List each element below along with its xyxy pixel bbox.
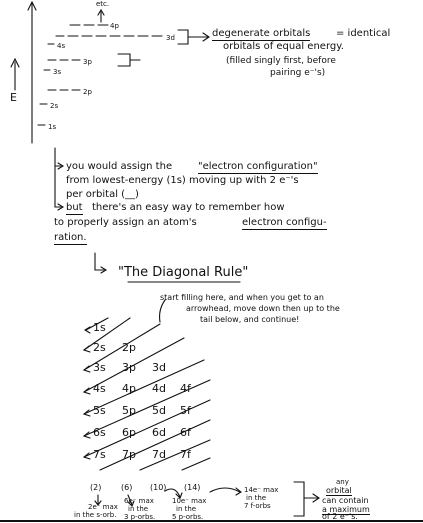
para1-line3: per orbital (__)	[66, 189, 139, 200]
degenerate-def: = identical	[336, 28, 391, 39]
electron-configuration-term: "electron configuration"	[198, 161, 318, 172]
level-label-1s: 1s	[48, 123, 57, 131]
note-f-orbs: 7 f-orbs	[244, 502, 271, 510]
summary-maximum: a maximum	[322, 505, 370, 514]
note-f-in: in the	[246, 494, 267, 502]
orbital-3s: 3s	[93, 361, 106, 374]
level-label-3s: 3s	[53, 68, 62, 76]
orbital-6s: 6s	[93, 426, 106, 439]
count-d: (10)	[150, 483, 167, 492]
note-d-max: 10e⁻ max	[172, 497, 207, 505]
instruction-line-1: start filling here, and when you get to an	[160, 293, 324, 302]
level-label-4p: 4p	[110, 22, 119, 30]
orbital-4f: 4f	[180, 382, 191, 395]
orbital-6f: 6f	[180, 426, 191, 439]
count-p: (6)	[121, 483, 133, 492]
summary-orbital: orbital	[326, 486, 352, 495]
count-f: (14)	[184, 483, 201, 492]
orbital-2s: 2s	[93, 341, 106, 354]
note-p-orbs: 3 p-orbs.	[124, 513, 156, 521]
orbital-4d: 4d	[152, 382, 166, 395]
orbital-7f: 7f	[180, 448, 191, 461]
orbital-5f: 5f	[180, 404, 191, 417]
level-label-3p: 3p	[83, 58, 92, 66]
instruction-line-2: arrowhead, move down then up to the	[186, 304, 340, 313]
orbital-6d: 6d	[152, 426, 166, 439]
summary-any: any	[336, 478, 349, 486]
orbital-5p: 5p	[122, 404, 136, 417]
degenerate-title: degenerate orbitals	[212, 28, 311, 39]
note-s-in: in the s-orb.	[74, 511, 117, 519]
count-s: (2)	[90, 483, 102, 492]
orbital-6p: 6p	[122, 426, 136, 439]
orbital-3d: 3d	[152, 361, 166, 374]
summary-can-contain: can contain	[322, 496, 369, 505]
para2-line2-a: to properly assign an atom's	[54, 217, 197, 228]
level-label-2s: 2s	[50, 102, 59, 110]
level-label-4s: 4s	[57, 42, 66, 50]
note-d-in: in the	[176, 505, 197, 513]
level-label-2p: 2p	[83, 88, 92, 96]
para2-line3: ration.	[54, 232, 87, 243]
orbital-5d: 5d	[152, 404, 166, 417]
orbital-7s: 7s	[93, 448, 106, 461]
level-label-3d: 3d	[166, 34, 175, 42]
bracket-3p	[118, 54, 130, 66]
note-p-max: 6e⁻ max	[124, 497, 154, 505]
energy-axis-label: E	[10, 91, 17, 104]
filling-note-1: (filled singly first, before	[226, 56, 336, 66]
orbital-3p: 3p	[122, 361, 136, 374]
para1-line2: from lowest-energy (1s) moving up with 2 e⁻'s	[66, 175, 299, 186]
bracket-summary	[294, 482, 304, 516]
orbital-4p: 4p	[122, 382, 136, 395]
para1-line1-a: you would assign the	[66, 161, 173, 172]
note-s-max: 2e⁻ max	[88, 503, 118, 511]
filling-note-2: pairing e⁻'s)	[270, 68, 326, 78]
orbital-5s: 5s	[93, 404, 106, 417]
summary-two-electrons: of 2 e⁻'s.	[322, 512, 358, 521]
etc-label: etc.	[96, 0, 110, 8]
note-d-orbs: 5 p-orbs.	[172, 513, 204, 521]
hook-arrow-2	[55, 166, 61, 207]
degenerate-def-2: orbitals of equal energy.	[223, 41, 344, 52]
diagonal-rule-title: "The Diagonal Rule"	[118, 265, 249, 280]
para2-but: but	[66, 202, 83, 213]
instruction-line-3: tail below, and continue!	[200, 315, 300, 324]
para2-line1: there's an easy way to remember how	[92, 202, 285, 213]
note-f-max: 14e⁻ max	[244, 486, 279, 494]
orbital-4s: 4s	[93, 382, 106, 395]
electron-config-term-2: electron configu-	[242, 217, 327, 228]
orbital-2p: 2p	[122, 341, 136, 354]
orbital-7p: 7p	[122, 448, 136, 461]
orbital-7d: 7d	[152, 448, 166, 461]
bracket-3d	[178, 30, 188, 44]
orbital-1s: 1s	[93, 321, 106, 334]
note-p-in: in the	[128, 505, 149, 513]
